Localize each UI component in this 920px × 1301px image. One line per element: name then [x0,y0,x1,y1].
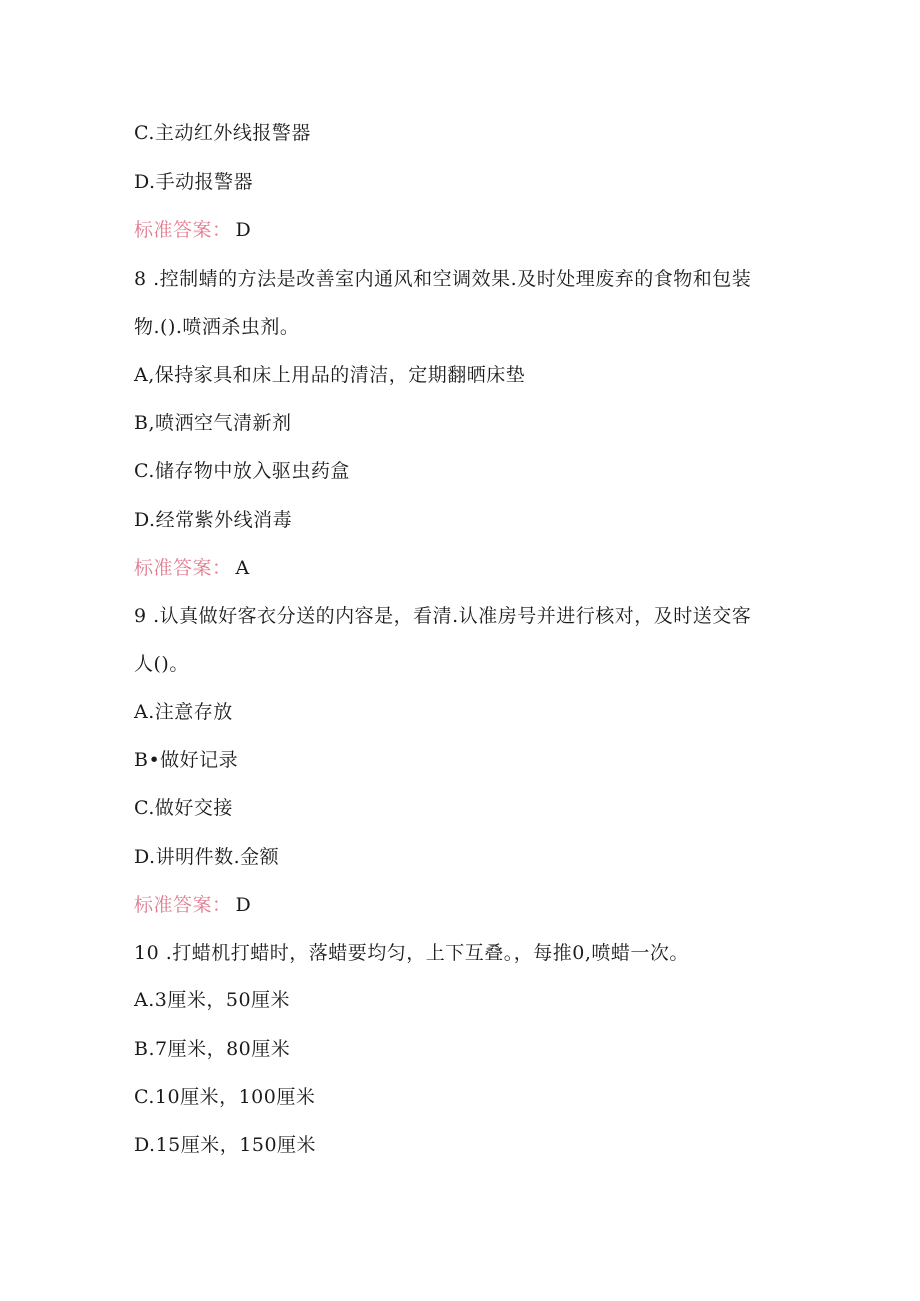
q7-answer [134,218,251,242]
q9-answer [134,893,251,917]
q8-answer [134,556,250,580]
q8-stem-line2: 物.().喷洒杀虫剂。 [134,316,300,338]
answer-value: A [235,557,250,579]
q8-option-b: B,喷洒空气清新剂 [134,412,292,434]
q7-option-d: D.手动报警器 [134,171,254,193]
q7-option-c: C.主动红外线报警器 [134,122,311,144]
answer-label: 标准答案： [134,894,232,916]
q9-stem-line2: 人()。 [134,653,189,675]
q10-option-c: C.10厘米，100厘米 [134,1086,316,1108]
q10-option-d: D.15厘米，150厘米 [134,1134,317,1156]
q9-option-a: A.注意存放 [134,701,233,723]
answer-label: 标准答案： [134,219,232,241]
q9-option-b: B•做好记录 [134,749,239,771]
q9-stem-line1: 9 .认真做好客衣分送的内容是，看清.认准房号并进行核对，及时送交客 [134,605,752,627]
answer-value: D [235,894,252,916]
q9-option-c: C.做好交接 [134,797,233,819]
q10-option-a: A.3厘米，50厘米 [134,989,291,1011]
q8-option-d: D.经常紫外线消毒 [134,509,293,531]
q8-option-c: C.储存物中放入驱虫药盒 [134,460,350,482]
answer-value: D [235,219,252,241]
q9-option-d: D.讲明件数.金额 [134,846,280,868]
q10-stem-line1: 10 .打蜡机打蜡时，落蜡要均匀，上下互叠。，每推0,喷蜡一次。 [134,942,689,964]
answer-label: 标准答案： [134,557,232,579]
q10-option-b: B.7厘米，80厘米 [134,1038,291,1060]
q8-option-a: A,保持家具和床上用品的清洁，定期翻晒床垫 [134,364,526,386]
q8-stem-line1: 8 .控制蜻的方法是改善室内通风和空调效果.及时处理废弃的食物和包装 [134,268,752,290]
